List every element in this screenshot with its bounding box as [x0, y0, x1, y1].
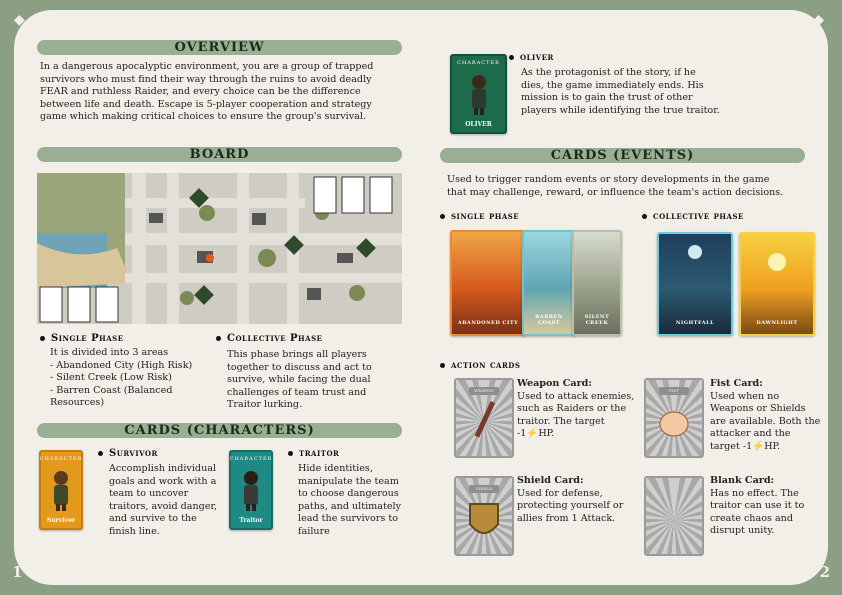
bullet-icon [440, 363, 445, 368]
bullet-icon [40, 336, 45, 341]
weapon-card: WEAPON [454, 378, 514, 458]
knife-icon [456, 380, 512, 456]
event-card-abandoned-city: ABANDONED CITY [450, 230, 526, 336]
cards-events-title: CARDS (EVENTS) [440, 148, 805, 163]
event-card-silent-creek: SILENT CREEK [572, 230, 622, 336]
collective-phase-text: This phase brings all players together to discuss and act to survive, while facing the dual challenges of team trust and Traitor lurking. [227, 349, 372, 410]
collective-phase-heading: Collective Phase [216, 333, 323, 344]
blank-card-name: Blank Card: [710, 475, 775, 486]
bullet-icon [288, 451, 293, 456]
traitor-text: Hide identities, manipulate the team to choose dangerous paths, and ultimately lead the survivors to failure [298, 463, 402, 537]
single-phase-line: - Silent Creek (Low Risk) [50, 372, 172, 383]
single-phase-heading: Single Phase [40, 333, 124, 344]
event-card-barren-coast: BARREN COAST [522, 230, 576, 336]
page-number-left: 1 [12, 563, 23, 581]
shield-icon [456, 478, 512, 554]
action-cards-heading: action cards [440, 360, 520, 371]
bullet-icon [440, 214, 445, 219]
overview-text: In a dangerous apocalyptic environment, you are a group of trapped survivors who must find their way through the ruins to avoid deadly FEAR and ruthless Raider, and every choice can be the difference between life and death. Escape is 5-player cooperation and strategy game which making critical choices to ensure the group's survival. [40, 61, 374, 122]
oliver-text: As the protagonist of the story, if he dies, the game immediately ends. His mission is to gain the trust of other players while identifying the true traitor. [521, 67, 720, 116]
shield-card-name: Shield Card: [517, 475, 584, 486]
blank-card [644, 476, 704, 556]
event-card-dawnlight: DAWNLIGHT [739, 232, 815, 336]
shield-card-text: Shield Card: Used for defense, protecting yourself or allies from 1 Attack. [517, 475, 624, 524]
event-collective-phase-heading: collective phase [642, 211, 744, 222]
traitor-figure-icon [238, 469, 264, 511]
fist-card-text: Fist Card: Used when no Weapons or Shields are available. Both the attacker and the target -1⚡HP. [710, 378, 821, 452]
single-phase-line: - Barren Coast (Balanced Resources) [50, 384, 173, 408]
shield-card: SHIELD [454, 476, 514, 556]
survivor-text: Accomplish individual goals and work with a team to uncover traitors, avoid danger, and survive to the finish line. [109, 463, 218, 537]
survivor-card: CHARACTER Survivor [39, 450, 83, 530]
bullet-icon [509, 55, 514, 60]
board-map-image [37, 173, 402, 324]
weapon-card-text: Weapon Card: Used to attack enemies, such as Raiders or the traitor. The target -1⚡HP. [517, 378, 635, 439]
survivor-heading: Survivor [98, 448, 158, 459]
lightning-icon: ⚡ [752, 440, 765, 452]
diamond-ornament-icon: ◆ [14, 12, 25, 28]
bullet-icon [98, 451, 103, 456]
cards-characters-title: CARDS (CHARACTERS) [37, 423, 402, 438]
fist-card-name: Fist Card: [710, 378, 763, 389]
fist-card: FIST [644, 378, 704, 458]
sun-icon [741, 234, 813, 294]
event-card-nightfall: NIGHTFALL [657, 232, 733, 336]
board-title: BOARD [37, 147, 402, 162]
oliver-figure-icon [464, 73, 494, 115]
single-phase-line: - Abandoned City (High Risk) [50, 359, 193, 371]
weapon-card-name: Weapon Card: [517, 378, 592, 389]
traitor-card: CHARACTER Traitor [229, 450, 273, 530]
single-phase-text [50, 347, 225, 410]
survivor-figure-icon [48, 469, 74, 511]
oliver-card: CHARACTER OLIVER [450, 54, 507, 134]
oliver-heading: oliver [509, 52, 554, 63]
board-map-illustration [37, 173, 402, 324]
traitor-heading: traitor [288, 448, 339, 459]
bullet-icon [216, 336, 221, 341]
bullet-icon [642, 214, 647, 219]
moon-icon [659, 234, 731, 294]
single-phase-line: It is divided into 3 areas [50, 347, 169, 358]
event-single-phase-heading: single phase [440, 211, 519, 222]
page-number-right: 2 [819, 563, 830, 581]
cards-events-intro: Used to trigger random events or story developments in the game that may challenge, reward, or influence the team's action decisions. [447, 174, 784, 198]
diamond-ornament-icon: ◆ [813, 12, 824, 28]
fist-icon [646, 380, 702, 456]
blank-card-text: Blank Card: Has no effect. The traitor can use it to create chaos and disrupt unity. [710, 475, 805, 536]
rulebook-spread [14, 10, 828, 585]
lightning-icon: ⚡ [526, 428, 539, 439]
overview-title: OVERVIEW [37, 40, 402, 55]
